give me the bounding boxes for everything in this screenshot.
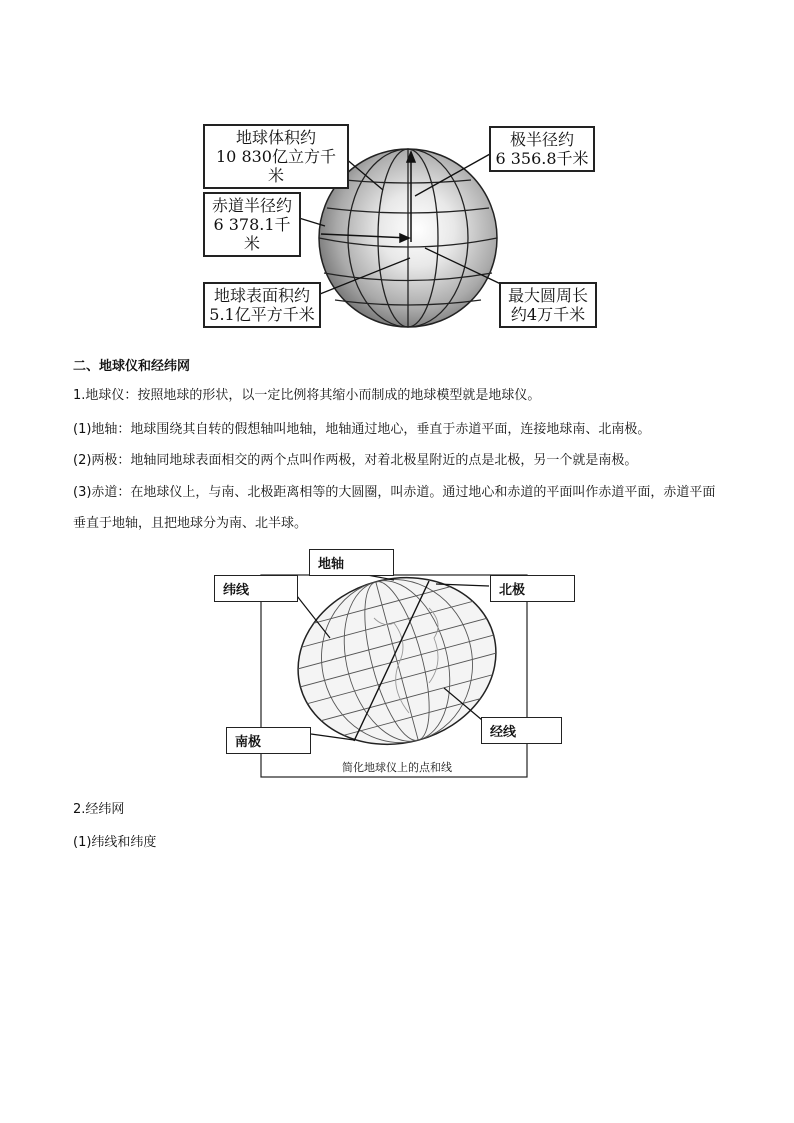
longitude-line-label: 经线: [481, 717, 562, 744]
paragraph-poles: (2)两极：地轴同地球表面相交的两个点叫作两极，对着北极星附近的点是北极，另一个就是南极。: [73, 453, 638, 468]
paragraph-graticule: 2.经纬网: [73, 802, 125, 817]
section-heading: 二、地球仪和经纬网: [73, 359, 191, 374]
north-pole-label: 北极: [490, 575, 575, 602]
latitude-line-label: 纬线: [214, 575, 298, 602]
globe-points-lines-figure: [214, 548, 576, 780]
paragraph-globe: 1.地球仪：按照地球的形状，以一定比例将其缩小而制成的地球模型就是地球仪。: [73, 388, 541, 403]
earth-axis-label: 地轴: [309, 549, 394, 576]
earth-volume-label: 地球体积约 10 830亿立方千米: [203, 124, 349, 189]
surface-area-label: 地球表面积约 5.1亿平方千米: [203, 282, 321, 328]
paragraph-equator: (3)赤道：在地球仪上，与南、北极距离相等的大圆圈，叫赤道。通过地心和赤道的平面叫作赤道平面，赤道平面垂直于地轴，且把地球分为南、北半球。: [73, 485, 716, 531]
paragraph-axis: (1)地轴：地球围绕其自转的假想轴叫地轴，地轴通过地心，垂直于赤道平面，连接地球南、北南极。: [73, 422, 651, 437]
paragraph-latitude: (1)纬线和纬度: [73, 835, 157, 850]
earth-dimensions-figure: [195, 118, 605, 333]
great-circle-label: 最大圆周长 约4万千米: [499, 282, 597, 328]
south-pole-label: 南极: [226, 727, 311, 754]
polar-radius-label: 极半径约 6 356.8千米: [489, 126, 595, 172]
equatorial-radius-label: 赤道半径约 6 378.1千米: [203, 192, 301, 257]
figure-caption: 简化地球仪上的点和线: [342, 761, 452, 774]
